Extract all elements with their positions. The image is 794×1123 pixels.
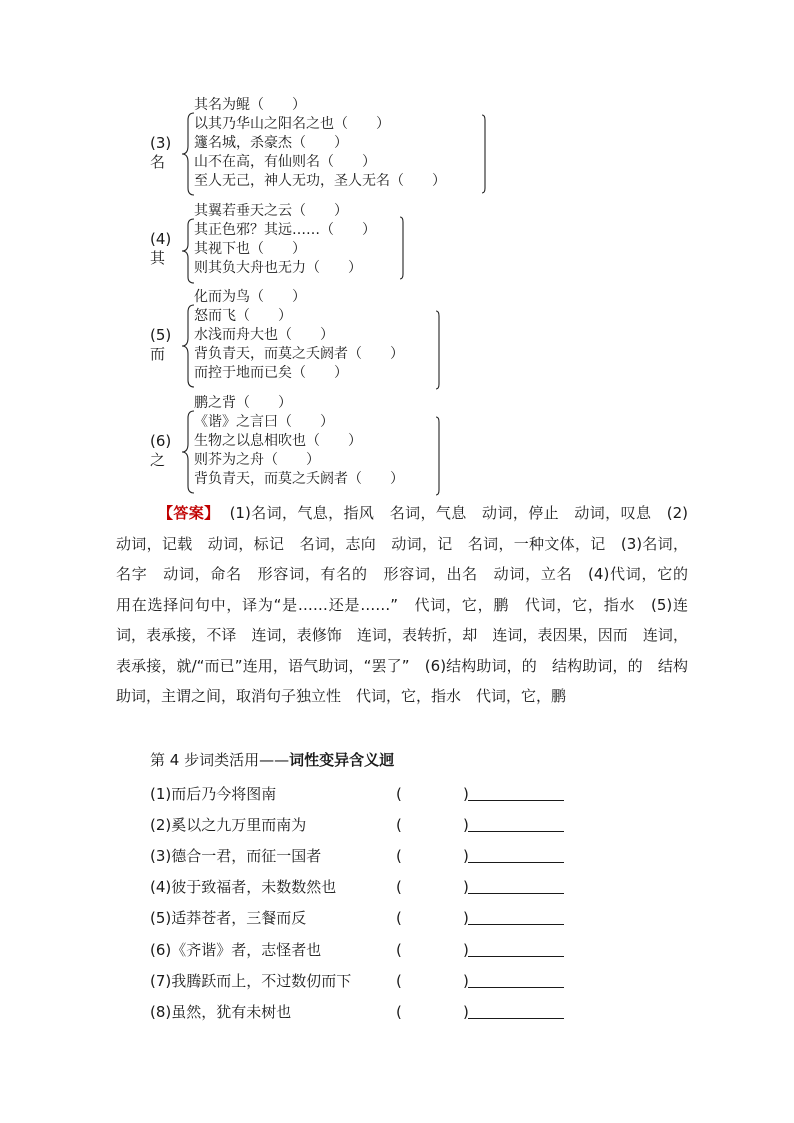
right-bracket-line: [398, 216, 406, 280]
answer-paren-right: ): [463, 785, 469, 803]
usage-item: 其正色邪？其远……（ ）: [194, 222, 376, 238]
exercise-sentence: (1)而后乃今将图南: [150, 785, 277, 803]
exercise-item: [150, 940, 570, 960]
answer-paren-left: (: [396, 816, 402, 834]
group-first-line: 鹏之背（ ）: [194, 395, 292, 411]
answer-blank[interactable]: [468, 924, 564, 925]
right-bracket-line: [434, 416, 442, 496]
group-first-line: 其翼若垂天之云（ ）: [194, 203, 348, 219]
answer-blank[interactable]: [468, 800, 564, 801]
answer-paren-right: ): [463, 972, 469, 990]
exercise-item: [150, 846, 570, 866]
usage-item: 而控于地而已矣（ ）: [194, 365, 348, 381]
answer-text: (1)名词，气息，指风 名词，气息 动词，停止 动词，叹息 (2)动词，记载 动词，标记 名词，志向 动词，记 名词，一种文体，记 (3)名词，名字 动词，命名 形容词，有名的 形容词，出名 动词，立名 (4)代词，它的 用在选择问句中，译为“是……还是……” 代词，它，鹏 代词，它，指水 (5)连词，表承接，不译 连词，表修饰 连词，表转折，却 连词，表因果，因而 连词，表承接，就/“而已”连用，语气助词，“罢了” (6)结构助词，的 结构助词，的 结构助词，主谓之间，取消句子独立性 代词，它，指水 代词，它，鹏: [116, 504, 704, 705]
usage-item: 背负青天，而莫之夭阏者（ ）: [194, 471, 404, 487]
exercise-sentence: (2)奚以之九万里而南为: [150, 816, 307, 834]
group-first-line: 其名为鲲（ ）: [194, 97, 306, 113]
exercise-sentence: (5)适莽苍者，三餐而反: [150, 909, 307, 927]
usage-item: 至人无己，神人无功，圣人无名（ ）: [194, 173, 446, 189]
usage-item: 其视下也（ ）: [194, 241, 306, 257]
answer-paren-left: (: [396, 847, 402, 865]
group-label: (3)名: [150, 134, 172, 171]
answer-paren-left: (: [396, 1003, 402, 1021]
exercise-item: [150, 1002, 570, 1022]
answer-blank[interactable]: [468, 956, 564, 957]
answer-paren-right: ): [463, 941, 469, 959]
answer-paren-left: (: [396, 909, 402, 927]
group-first-line: 化而为鸟（ ）: [194, 289, 306, 305]
answer-blank[interactable]: [468, 862, 564, 863]
usage-list: [194, 307, 404, 383]
answer-paren-right: ): [463, 878, 469, 896]
step4-title: 第 4 步词类活用——: [150, 751, 290, 769]
usage-item: 生物之以息相吹也（ ）: [194, 433, 362, 449]
usage-item: 则芥为之舟（ ）: [194, 452, 320, 468]
group-label: (6)之: [150, 432, 172, 469]
group-label: (5)而: [150, 326, 172, 363]
answer-paren-left: (: [396, 878, 402, 896]
answer-paren-right: ): [463, 847, 469, 865]
answer-paren-right: ): [463, 1003, 469, 1021]
usage-item: 则其负大舟也无力（ ）: [194, 260, 362, 276]
right-bracket-line: [480, 114, 488, 194]
answer-blank[interactable]: [468, 893, 564, 894]
group-label: (4)其: [150, 230, 172, 267]
answer-paren-right: ): [463, 816, 469, 834]
usage-item: 山不在高，有仙则名（ ）: [194, 154, 376, 170]
answer-blank[interactable]: [468, 1018, 564, 1019]
usage-item: 以其乃华山之阳名之也（ ）: [194, 116, 390, 132]
right-bracket-line: [434, 310, 442, 390]
usage-item: 《谐》之言曰（ ）: [194, 414, 334, 430]
exercise-sentence: (8)虽然，犹有未树也: [150, 1003, 292, 1021]
exercise-item: [150, 908, 570, 928]
step4-heading: [150, 750, 394, 770]
answer-paren-left: (: [396, 972, 402, 990]
answer-blank[interactable]: [468, 831, 564, 832]
answer-tag: 【答案】: [158, 504, 220, 522]
usage-list: [194, 221, 376, 278]
exercise-item: [150, 815, 570, 835]
usage-item: 背负青天，而莫之夭阏者（ ）: [194, 346, 404, 362]
exercise-item: [150, 784, 570, 804]
exercise-item: [150, 971, 570, 991]
usage-list: [194, 115, 446, 191]
exercise-sentence: (7)我腾跃而上，不过数仞而下: [150, 972, 352, 990]
exercise-item: [150, 877, 570, 897]
usage-item: 籧名城，杀豪杰（ ）: [194, 135, 348, 151]
usage-list: [194, 413, 404, 489]
exercise-sentence: (4)彼于致福者，未数数然也: [150, 878, 337, 896]
step4-subtitle: 词性变异含义迥: [289, 751, 395, 769]
exercise-sentence: (6)《齐谐》者，志怪者也: [150, 941, 322, 959]
answer-paren-right: ): [463, 909, 469, 927]
answer-paren-left: (: [396, 941, 402, 959]
usage-item: 水浅而舟大也（ ）: [194, 327, 334, 343]
usage-item: 怒而飞（ ）: [194, 308, 292, 324]
exercise-sentence: (3)德合一君，而征一国者: [150, 847, 322, 865]
answer-paragraph: [116, 498, 704, 712]
answer-paren-left: (: [396, 785, 402, 803]
answer-blank[interactable]: [468, 987, 564, 988]
